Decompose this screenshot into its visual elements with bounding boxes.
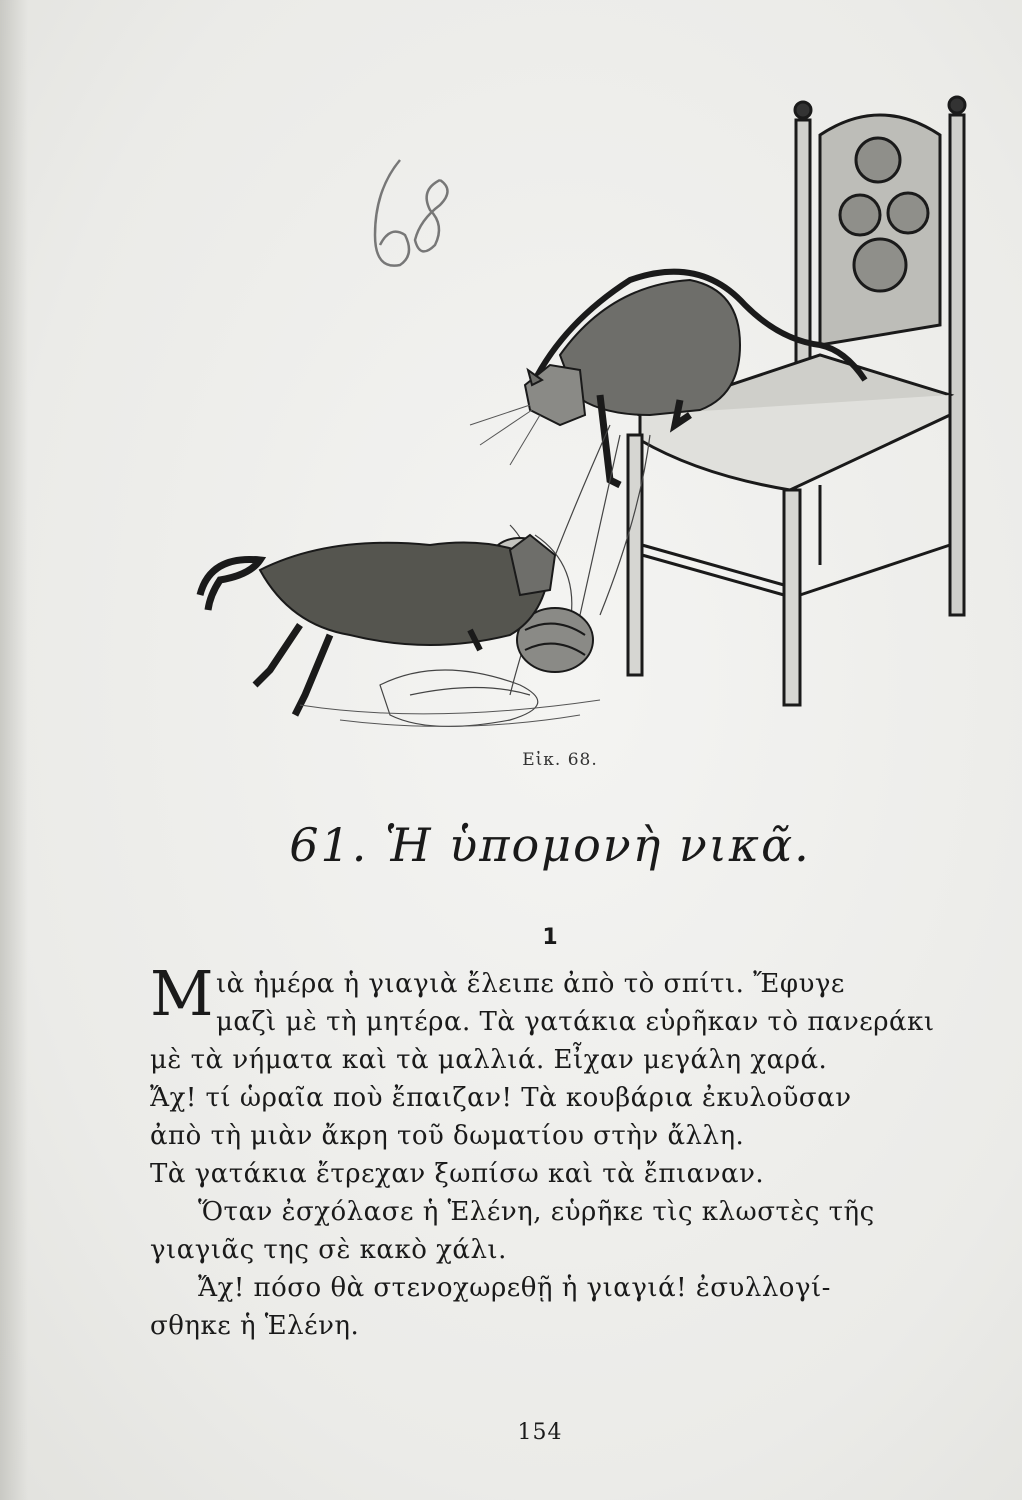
text-line: μαζὶ μὲ τὴ μητέρα. Τὰ γατάκια εὑρῆκαν τὸ πανεράκι bbox=[215, 1007, 935, 1037]
spine-shadow bbox=[0, 0, 28, 1500]
floor-lines-drawing bbox=[300, 700, 600, 726]
text-line: Μιὰ ἡμέρα ἡ γιαγιὰ ἔλειπε ἀπὸ τὸ σπίτι. Ἔφυγε bbox=[150, 957, 845, 1030]
text-line: γιαγιᾶς της σὲ κακὸ χάλι. bbox=[150, 1235, 507, 1265]
chapter-number: 61. bbox=[289, 818, 369, 872]
text-line: Ὅταν ἐσχόλασε ἡ Ἑλένη, εὑρῆκε τὶς κλωστὲς τῆς bbox=[198, 1197, 875, 1227]
cat-on-floor-drawing bbox=[200, 535, 555, 715]
text-line: Τὰ γατάκια ἔτρεχαν ξωπίσω καὶ τὰ ἔπιαναν. bbox=[150, 1159, 765, 1189]
page-number: 154 bbox=[517, 1420, 563, 1445]
section-number: 1 bbox=[542, 925, 558, 950]
chapter-title-text: Ἡ ὑπομονὴ νικᾶ. bbox=[385, 818, 811, 872]
figure-caption: Εἰκ. 68. bbox=[522, 750, 598, 770]
drop-cap: Μ bbox=[150, 957, 214, 1030]
text-line: μὲ τὰ νήματα καὶ τὰ μαλλιά. Εἶχαν μεγάλη χαρά. bbox=[150, 1045, 828, 1075]
text-line: Ἄχ! τί ὡραῖα ποὺ ἔπαιζαν! Τὰ κουβάρια ἐκυλοῦσαν bbox=[150, 1083, 852, 1113]
story-text bbox=[150, 957, 975, 1345]
text-line: Ἄχ! πόσο θὰ στενοχωρεθῇ ἡ γιαγιά! ἐσυλλογί- bbox=[198, 1273, 831, 1303]
text-line: σθηκε ἡ Ἑλένη. bbox=[150, 1311, 360, 1341]
chapter-heading bbox=[200, 818, 900, 872]
cats-and-chair-illustration bbox=[180, 95, 980, 755]
text-line: ἀπὸ τὴ μιὰν ἄκρη τοῦ δωματίου στὴν ἄλλη. bbox=[150, 1121, 745, 1151]
handwritten-number-annotation bbox=[360, 150, 480, 300]
